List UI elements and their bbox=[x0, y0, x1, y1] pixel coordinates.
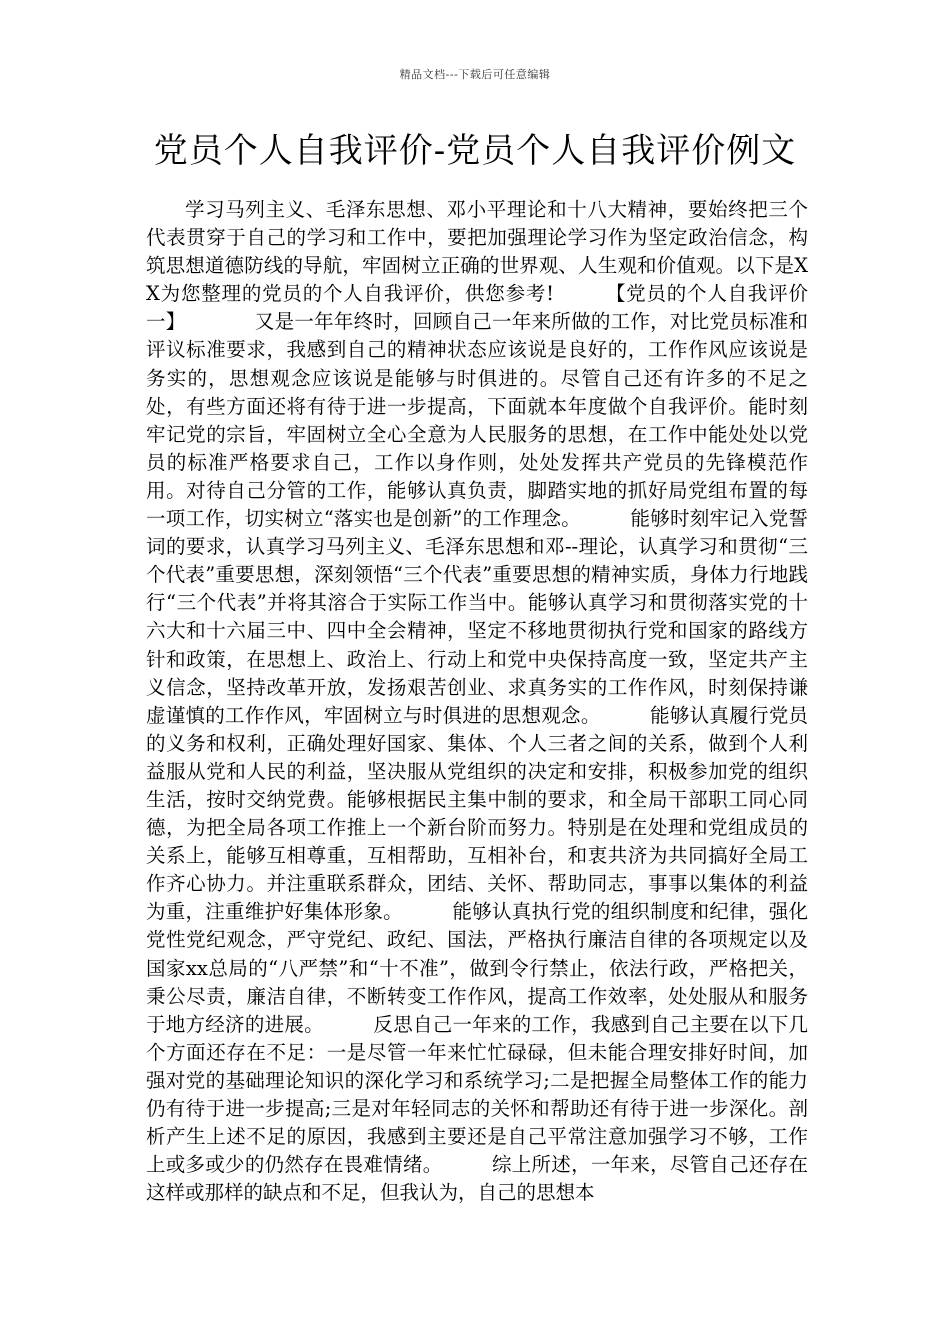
document-body: 学习马列主义、毛泽东思想、邓小平理论和十八大精神，要始终把三个代表贯穿于自己的学习和工作中，要把加强理论学习作为坚定政治信念，构筑思想道德防线的导航，牢固树立正确的世界观、人生观和价值观。以下是XX为您整理的党员的个人自我评价，供您参考! 【党员的个人自我评价一】 又是一年年终时，回顾自己一年来所做的工作，对比党员标准和评议标准要求，我感到自己的精神状态应该说是良好的，工作作风应该说是务实的，思想观念应该说是能够与时俱进的。尽管自己还有许多的不足之处，有些方面还将有待于进一步提高，下面就本年度做个自我评价。能时刻牢记党的宗旨，牢固树立全心全意为人民服务的思想，在工作中能处处以党员的标准严格要求自己，工作以身作则，处处发挥共产党员的先锋模范作用。对待自己分管的工作，能够认真负责，脚踏实地的抓好局党组布置的每一项工作，切实树立“落实也是创新”的工作理念。 能够时刻牢记入党誓词的要求，认真学习马列主义、毛泽东思想和邓--理论，认真学习和贯彻“三个代表”重要思想，深刻领悟“三个代表”重要思想的精神实质，身体力行地践行“三个代表”并将其溶合于实际工作当中。能够认真学习和贯彻落实党的十六大和十六届三中、四中全会精神，坚定不移地贯彻执行党和国家的路线方针和政策，在思想上、政治上、行动上和党中央保持高度一致，坚定共产主义信念，坚持改革开放，发扬艰苦创业、求真务实的工作作风，时刻保持谦虚谨慎的工作作风，牢固树立与时俱进的思想观念。 能够认真履行党员的义务和权利，正确处理好国家、集体、个人三者之间的关系，做到个人利益服从党和人民的利益，坚决服从党组织的决定和安排，积极参加党的组织生活，按时交纳党费。能够根据民主集中制的要求，和全局干部职工同心同德，为把全局各项工作推上一个新台阶而努力。特别是在处理和党组成员的关系上，能够互相尊重，互相帮助，互相补台，和衷共济为共同搞好全局工作齐心协力。并注重联系群众，团结、关怀、帮助同志，事事以集体的利益为重，注重维护好集体形象。 能够认真执行党的组织制度和纪律，强化党性党纪观念，严守党纪、政纪、国法，严格执行廉洁自律的各项规定以及国家xx总局的“八严禁”和“十不准”，做到令行禁止，依法行政，严格把关，秉公尽责，廉洁自律，不断转变工作作风，提高工作效率，处处服从和服务于地方经济的进展。 反思自己一年来的工作，我感到自己主要在以下几个方面还存在不足：一是尽管一年来忙忙碌碌，但未能合理安排好时间，加强对党的基础理论知识的深化学习和系统学习;二是把握全局整体工作的能力仍有待于进一步提高;三是对年轻同志的关怀和帮助还有待于进一步深化。剖析产生上述不足的原因，我感到主要还是自己平常注意加强学习不够，工作上或多或少的仍然存在畏难情绪。 综上所述，一年来，尽管自己还存在这样或那样的缺点和不足，但我认为，自己的思想本 bbox=[146, 198, 808, 1205]
header-note: 精品文档---下载后可任意编辑 bbox=[399, 68, 551, 81]
document-title: 党员个人自我评价-党员个人自我评价例文 bbox=[153, 131, 797, 171]
